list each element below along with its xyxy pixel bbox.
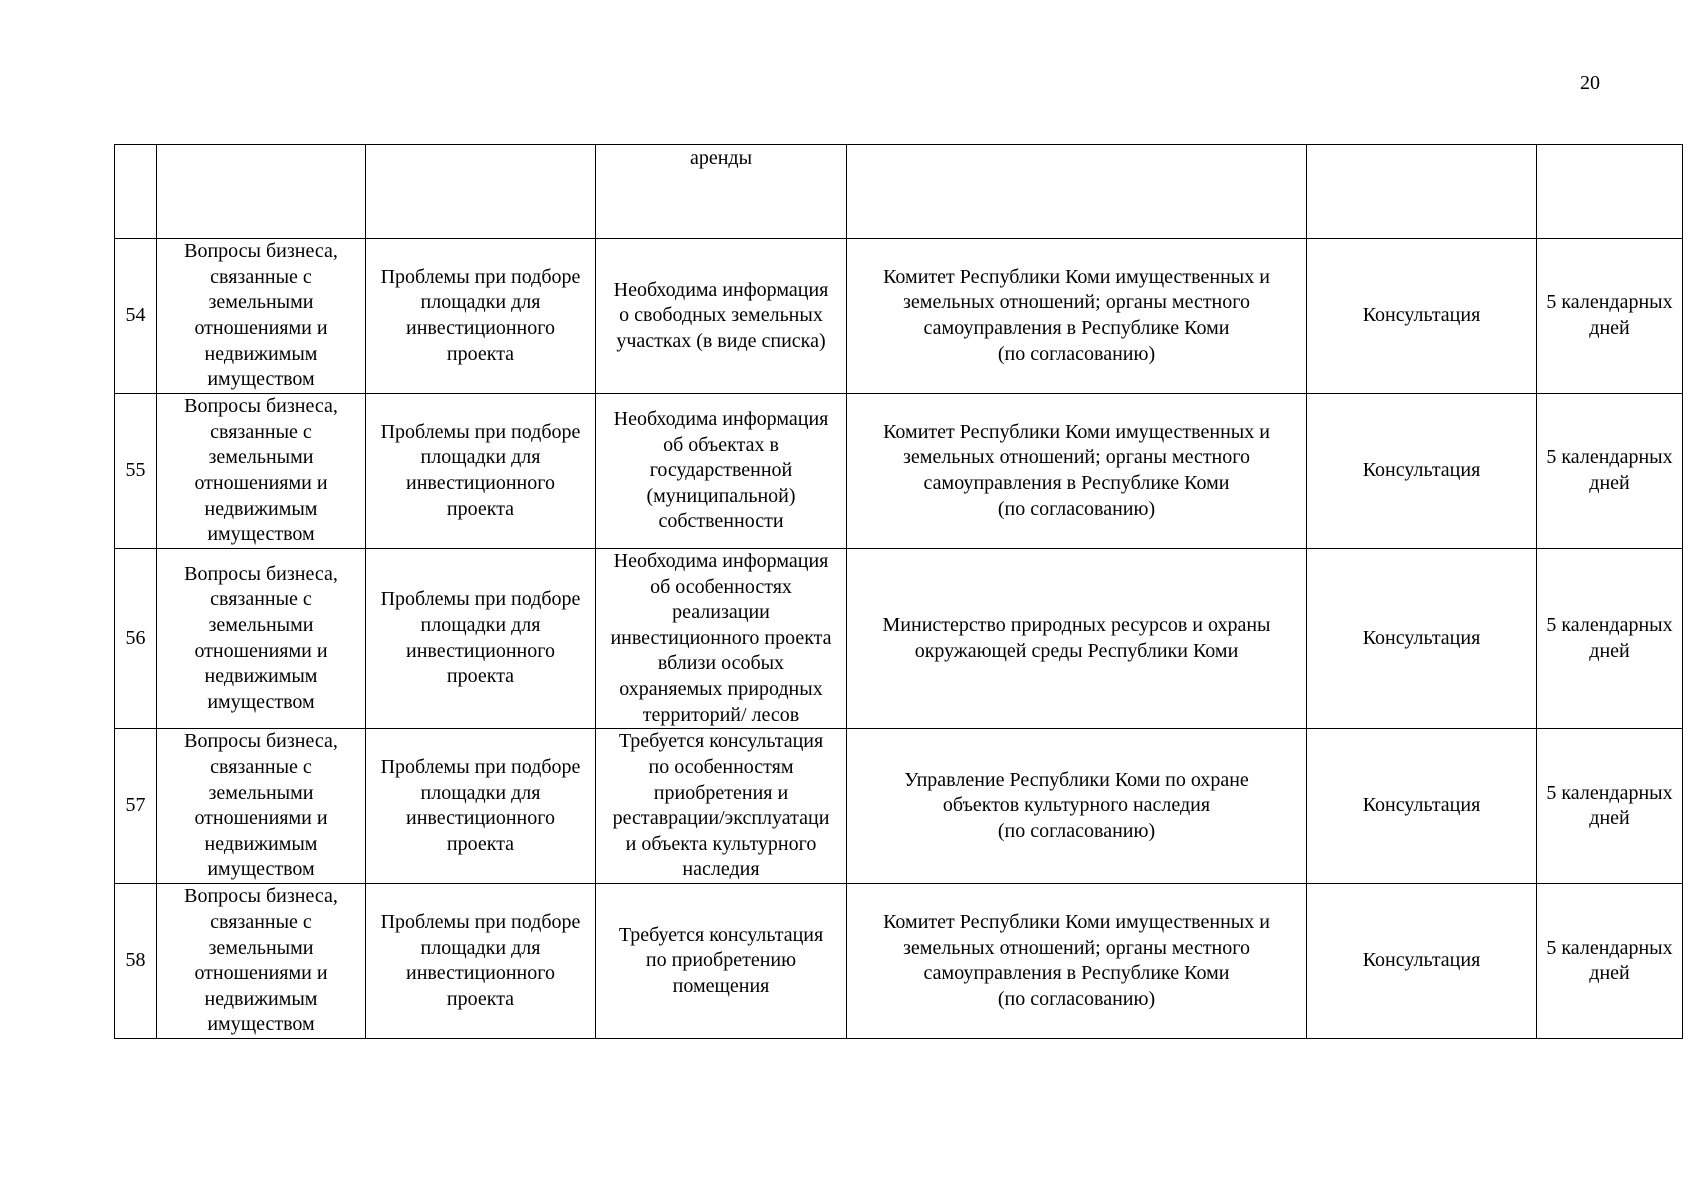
problem-cell: Проблемы при подборе площадки для инвестиционного проекта bbox=[366, 239, 596, 394]
term-cell: 5 календарных дней bbox=[1537, 884, 1683, 1039]
authority-cell: Комитет Республики Коми имущественных и земельных отношений; органы местного самоуправления в Республике Коми (по согласованию) bbox=[847, 394, 1307, 549]
category-cell bbox=[157, 145, 366, 239]
row-number-cell: 54 bbox=[115, 239, 157, 394]
form-cell: Консультация bbox=[1307, 239, 1537, 394]
row-number-cell: 55 bbox=[115, 394, 157, 549]
authority-cell: Управление Республики Коми по охране объектов культурного наследия (по согласованию) bbox=[847, 729, 1307, 884]
problem-cell: Проблемы при подборе площадки для инвестиционного проекта bbox=[366, 394, 596, 549]
problem-cell: Проблемы при подборе площадки для инвестиционного проекта bbox=[366, 549, 596, 729]
table-row bbox=[115, 549, 1683, 729]
table-row bbox=[115, 394, 1683, 549]
form-cell: Консультация bbox=[1307, 549, 1537, 729]
authority-cell: Комитет Республики Коми имущественных и земельных отношений; органы местного самоуправления в Республике Коми (по согласованию) bbox=[847, 884, 1307, 1039]
table-row bbox=[115, 239, 1683, 394]
category-cell: Вопросы бизнеса, связанные с земельными отношениями и недвижимым имуществом bbox=[157, 729, 366, 884]
description-cell: Требуется консультация по особенностям приобретения и реставрации/эксплуатаци и объекта культурного наследия bbox=[596, 729, 847, 884]
description-cell: Требуется консультация по приобретению помещения bbox=[596, 884, 847, 1039]
row-number-cell bbox=[115, 145, 157, 239]
form-cell bbox=[1307, 145, 1537, 239]
table-row-continuation bbox=[115, 145, 1683, 239]
description-cell: Необходима информация об объектах в государственной (муниципальной) собственности bbox=[596, 394, 847, 549]
page-number: 20 bbox=[1580, 72, 1600, 94]
authority-cell: Министерство природных ресурсов и охраны окружающей среды Республики Коми bbox=[847, 549, 1307, 729]
category-cell: Вопросы бизнеса, связанные с земельными отношениями и недвижимым имуществом bbox=[157, 239, 366, 394]
row-number-cell: 56 bbox=[115, 549, 157, 729]
term-cell: 5 календарных дней bbox=[1537, 729, 1683, 884]
row-number-cell: 58 bbox=[115, 884, 157, 1039]
authority-cell: Комитет Республики Коми имущественных и земельных отношений; органы местного самоуправления в Республике Коми (по согласованию) bbox=[847, 239, 1307, 394]
description-cell: аренды bbox=[596, 145, 847, 239]
table-row bbox=[115, 729, 1683, 884]
description-cell: Необходима информация о свободных земельных участках (в виде списка) bbox=[596, 239, 847, 394]
term-cell: 5 календарных дней bbox=[1537, 239, 1683, 394]
row-number-cell: 57 bbox=[115, 729, 157, 884]
category-cell: Вопросы бизнеса, связанные с земельными отношениями и недвижимым имуществом bbox=[157, 884, 366, 1039]
table-row bbox=[115, 884, 1683, 1039]
form-cell: Консультация bbox=[1307, 394, 1537, 549]
problem-cell: Проблемы при подборе площадки для инвестиционного проекта bbox=[366, 884, 596, 1039]
category-cell: Вопросы бизнеса, связанные с земельными отношениями и недвижимым имуществом bbox=[157, 549, 366, 729]
problem-cell: Проблемы при подборе площадки для инвестиционного проекта bbox=[366, 729, 596, 884]
problem-cell bbox=[366, 145, 596, 239]
category-cell: Вопросы бизнеса, связанные с земельными отношениями и недвижимым имуществом bbox=[157, 394, 366, 549]
term-cell bbox=[1537, 145, 1683, 239]
authority-cell bbox=[847, 145, 1307, 239]
term-cell: 5 календарных дней bbox=[1537, 549, 1683, 729]
term-cell: 5 календарных дней bbox=[1537, 394, 1683, 549]
form-cell: Консультация bbox=[1307, 884, 1537, 1039]
description-cell: Необходима информация об особенностях реализации инвестиционного проекта вблизи особых охраняемых природных территорий/ лесов bbox=[596, 549, 847, 729]
form-cell: Консультация bbox=[1307, 729, 1537, 884]
consultation-table bbox=[114, 144, 1683, 1039]
